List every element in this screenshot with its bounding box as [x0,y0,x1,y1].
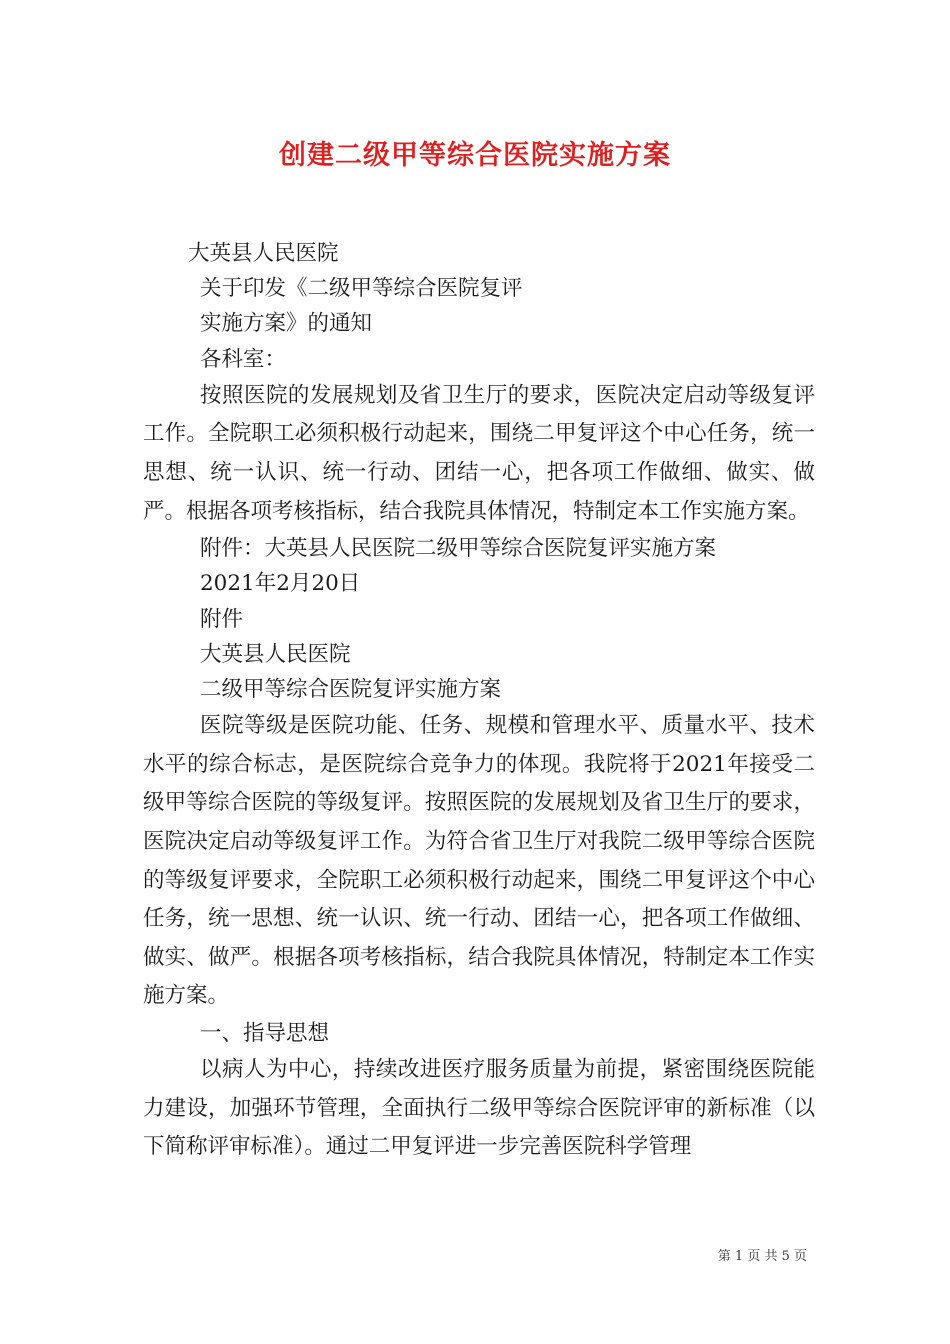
notice-title-line-1: 关于印发《二级甲等综合医院复评 [200,276,523,302]
document-body [143,236,815,1167]
attachment-title: 二级甲等综合医院复评实施方案 [200,677,502,702]
attachment-label: 附件 [200,606,244,632]
notice-title-line-2: 实施方案》的通知 [200,311,373,337]
attachment-issuer: 大英县人民医院 [200,641,351,667]
document-title: 创建二级甲等综合医院实施方案 [279,140,671,171]
salutation: 各科室： [200,346,287,372]
notice-date: 2021年2月20日 [200,571,361,597]
notice-body-paragraph: 按照医院的发展规划及省卫生厅的要求，医院决定启动等级复评工作。全院职工必须积极行动起来，围绕二甲复评这个中心任务，统一思想、统一认识、统一行动、团结一心，把各项工作做细、做实、做严。根据各项考核指标，结合我院具体情况，特制定本工作实施方案。 [143,382,815,524]
issuer-line: 大英县人民医院 [188,241,339,266]
intro-paragraph: 医院等级是医院功能、任务、规模和管理水平、质量水平、技术水平的综合标志，是医院综合竞争力的体现。我院将于2021年接受二级甲等综合医院的等级复评。按照医院的发展规划及省卫生厅的要求，医院决定启动等级复评工作。为符合省卫生厅对我院二级甲等综合医院的等级复评要求，全院职工必须积极行动起来，围绕二甲复评这个中心任务，统一思想、统一认识、统一行动、团结一心，把各项工作做细、做实、做严。根据各项考核指标，结合我院具体情况，特制定本工作实施方案。 [143,713,815,1009]
attachment-note: 附件：大英县人民医院二级甲等综合医院复评实施方案 [200,536,717,562]
section-1-paragraph: 以病人为中心，持续改进医疗服务质量为前提，紧密围绕医院能力建设，加强环节管理，全面执行二级甲等综合医院评审的新标准（以下简称评审标准）。通过二甲复评进一步完善医院科学管理 [143,1057,815,1160]
section-1-heading: 一、指导思想 [200,1020,330,1046]
page-number: 第 1 页 共 5 页 [717,1249,807,1264]
